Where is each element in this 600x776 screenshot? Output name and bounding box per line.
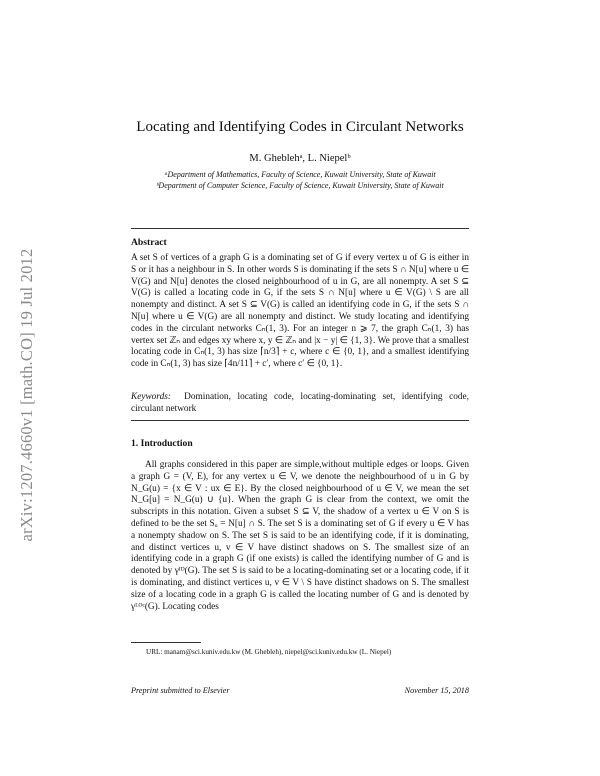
abstract-bottom-rule — [131, 420, 469, 421]
date-note: November 15, 2018 — [404, 686, 469, 695]
keywords-label: Keywords: — [131, 392, 171, 402]
preprint-note: Preprint submitted to Elsevier — [131, 686, 230, 695]
keywords-block — [131, 392, 469, 416]
author-list: M. Gheblehᵃ, L. Niepelᵇ — [249, 153, 351, 164]
footnote-rule — [131, 642, 201, 643]
section-body: All graphs considered in this paper are simple,without multiple edges or loops. Given a graph G = (V, E), for any vertex u ∈ V, we denote the neighbourhood of u in G by N_G(u) = {x ∈ V : ux ∈ E}. By the closed neighbourhood of u ∈ V, we mean the set N_G[u] = N_G(u) ∪ {u}. When the graph G is clear from the context, we omit the subscripts in this notation. Given a subset S ⊆ V, the shadow of a vertex u ∈ V on S is defined to be the set Sᵤ = N[u] ∩ S. The set S is a dominating set of G if every u ∈ V has a nonempty shadow on S. The set S is said to be an identifying code, if it is dominating, and distinct vertices u, v ∈ V have distinct shadows on S. The smallest size of an identifying code in a graph G (if one exists) is called the identifying number of G and is denoted by γᴵᴰ(G). The set S is said to be a locating-dominating set or a locating code, if it is dominating, and distinct vertices u, v ∈ V \ S have distinct shadows on S. The smallest size of a locating code in a graph G is called the locating number of G and is denoted by γᴸᴼᶜ(G). Locating codes — [131, 460, 469, 612]
footnote: URL: manam@sci.kuniv.edu.kw (M. Ghebleh), niepel@sci.kuniv.edu.kw (L. Niepel) — [146, 648, 392, 656]
arxiv-identifier: arXiv:1207.4660v1 [math.CO] 19 Jul 2012 — [17, 248, 36, 542]
abstract-heading: Abstract — [131, 237, 167, 248]
affiliation-a: ᵃDepartment of Mathematics, Faculty of Science, Kuwait University, State of Kuwait — [164, 170, 436, 179]
keywords-text: Domination, locating code, locating-dominating set, identifying code, circulant network — [131, 392, 470, 414]
abstract-top-rule — [131, 228, 469, 229]
abstract-body: A set S of vertices of a graph G is a dominating set of G if every vertex u of G is either in S or it has a neighbour in S. In other words S is dominating if the sets S ∩ N[u] where u ∈ V(G) and N[u] denotes the closed neighbourhood of u in G, are all nonempty. A set S ⊆ V(G) is called a locating code in G, if the sets S ∩ N[u] where u ∈ V(G) \ S are all nonempty and distinct. A set S ⊆ V(G) is called an identifying code in G, if the sets S ∩ N[u] where u ∈ V(G) are all nonempty and distinct. We study locating and identifying codes in the circulant networks Cₙ(1, 3). For an integer n ⩾ 7, the graph Cₙ(1, 3) has vertex set ℤₙ and edges xy where x, y ∈ ℤₙ and |x − y| ∈ {1, 3}. We prove that a smallest locating code in Cₙ(1, 3) has size ⌈n/3⌉ + c, where c ∈ {0, 1}, and a smallest identifying code in Cₙ(1, 3) has size ⌈4n/11⌉ + c′, where c′ ∈ {0, 1}. — [131, 253, 469, 370]
section-heading: 1. Introduction — [131, 438, 193, 449]
paper-title: Locating and Identifying Codes in Circulant Networks — [136, 119, 464, 135]
affiliation-b: ᵇDepartment of Computer Science, Faculty of Science, Kuwait University, State of Kuwait — [156, 181, 444, 190]
